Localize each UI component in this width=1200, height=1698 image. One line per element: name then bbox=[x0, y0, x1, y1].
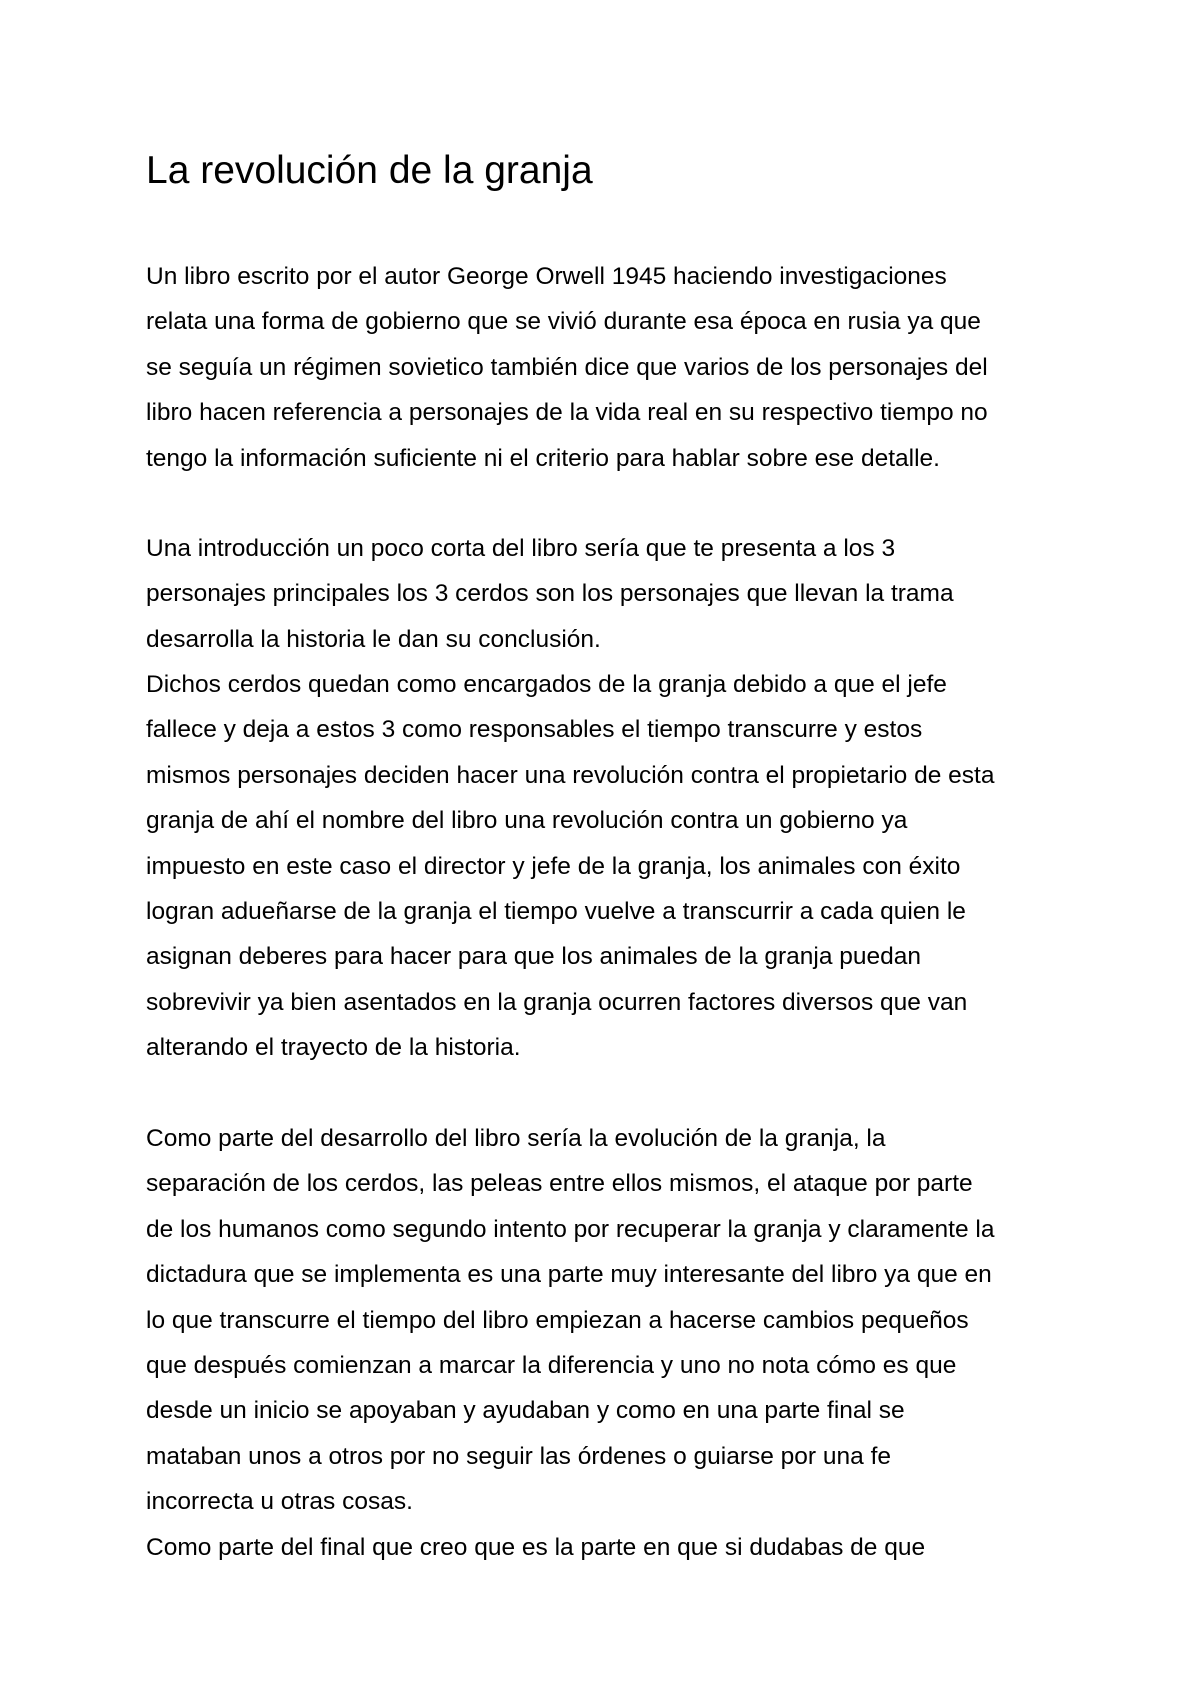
paragraph-introduction bbox=[146, 526, 954, 662]
text-line: tengo la información suficiente ni el criterio para hablar sobre ese detalle. bbox=[146, 444, 940, 472]
text-line: separación de los cerdos, las peleas entre ellos mismos, el ataque por parte bbox=[146, 1170, 973, 1198]
text-line: lo que transcurre el tiempo del libro empiezan a hacerse cambios pequeños bbox=[146, 1306, 969, 1334]
text-line: relata una forma de gobierno que se vivió durante esa época en rusia ya que bbox=[146, 308, 981, 336]
text-line: Como parte del desarrollo del libro sería la evolución de la granja, la bbox=[146, 1125, 886, 1152]
text-line: Una introducción un poco corta del libro sería que te presenta a los 3 bbox=[146, 535, 896, 562]
text-line: personajes principales los 3 cerdos son los personajes que llevan la trama bbox=[146, 580, 954, 608]
document-title: La revolución de la granja bbox=[146, 149, 593, 192]
paragraph-intro bbox=[146, 254, 988, 481]
text-line: se seguía un régimen sovietico también dice que varios de los personajes del bbox=[146, 353, 988, 381]
text-line: mismos personajes deciden hacer una revolución contra el propietario de esta bbox=[146, 761, 995, 789]
text-line: incorrecta u otras cosas. bbox=[146, 1488, 413, 1516]
text-line: fallece y deja a estos 3 como responsables el tiempo transcurre y estos bbox=[146, 716, 923, 744]
text-line: asignan deberes para hacer para que los animales de la granja puedan bbox=[146, 943, 922, 971]
text-line: Como parte del final que creo que es la parte en que si dudabas de que bbox=[146, 1534, 926, 1561]
text-line: de los humanos como segundo intento por recuperar la granja y claramente la bbox=[146, 1215, 995, 1243]
text-line: Dichos cerdos quedan como encargados de la granja debido a que el jefe bbox=[146, 671, 947, 698]
text-line: desarrolla la historia le dan su conclusión. bbox=[146, 625, 601, 653]
text-line: sobrevivir ya bien asentados en la granja ocurren factores diversos que van bbox=[146, 988, 968, 1016]
text-line: Un libro escrito por el autor George Orwell 1945 haciendo investigaciones bbox=[146, 263, 947, 290]
text-line: desde un inicio se apoyaban y ayudaban y como en una parte final se bbox=[146, 1397, 905, 1425]
text-line: logran adueñarse de la granja el tiempo vuelve a transcurrir a cada quien le bbox=[146, 898, 966, 926]
paragraph-development bbox=[146, 1116, 994, 1525]
text-line: dictadura que se implementa es una parte muy interesante del libro ya que en bbox=[146, 1261, 992, 1289]
text-line: mataban unos a otros por no seguir las órdenes o guiarse por una fe bbox=[146, 1442, 892, 1470]
text-line: libro hacen referencia a personajes de la vida real en su respectivo tiempo no bbox=[146, 399, 988, 427]
text-line: impuesto en este caso el director y jefe de la granja, los animales con éxito bbox=[146, 852, 961, 880]
paragraph-ending bbox=[146, 1525, 925, 1570]
text-line: que después comienzan a marcar la diferencia y uno no nota cómo es que bbox=[146, 1352, 957, 1380]
text-line: granja de ahí el nombre del libro una revolución contra un gobierno ya bbox=[146, 807, 908, 835]
text-line: alterando el trayecto de la historia. bbox=[146, 1034, 521, 1062]
paragraph-plot bbox=[146, 662, 994, 1071]
